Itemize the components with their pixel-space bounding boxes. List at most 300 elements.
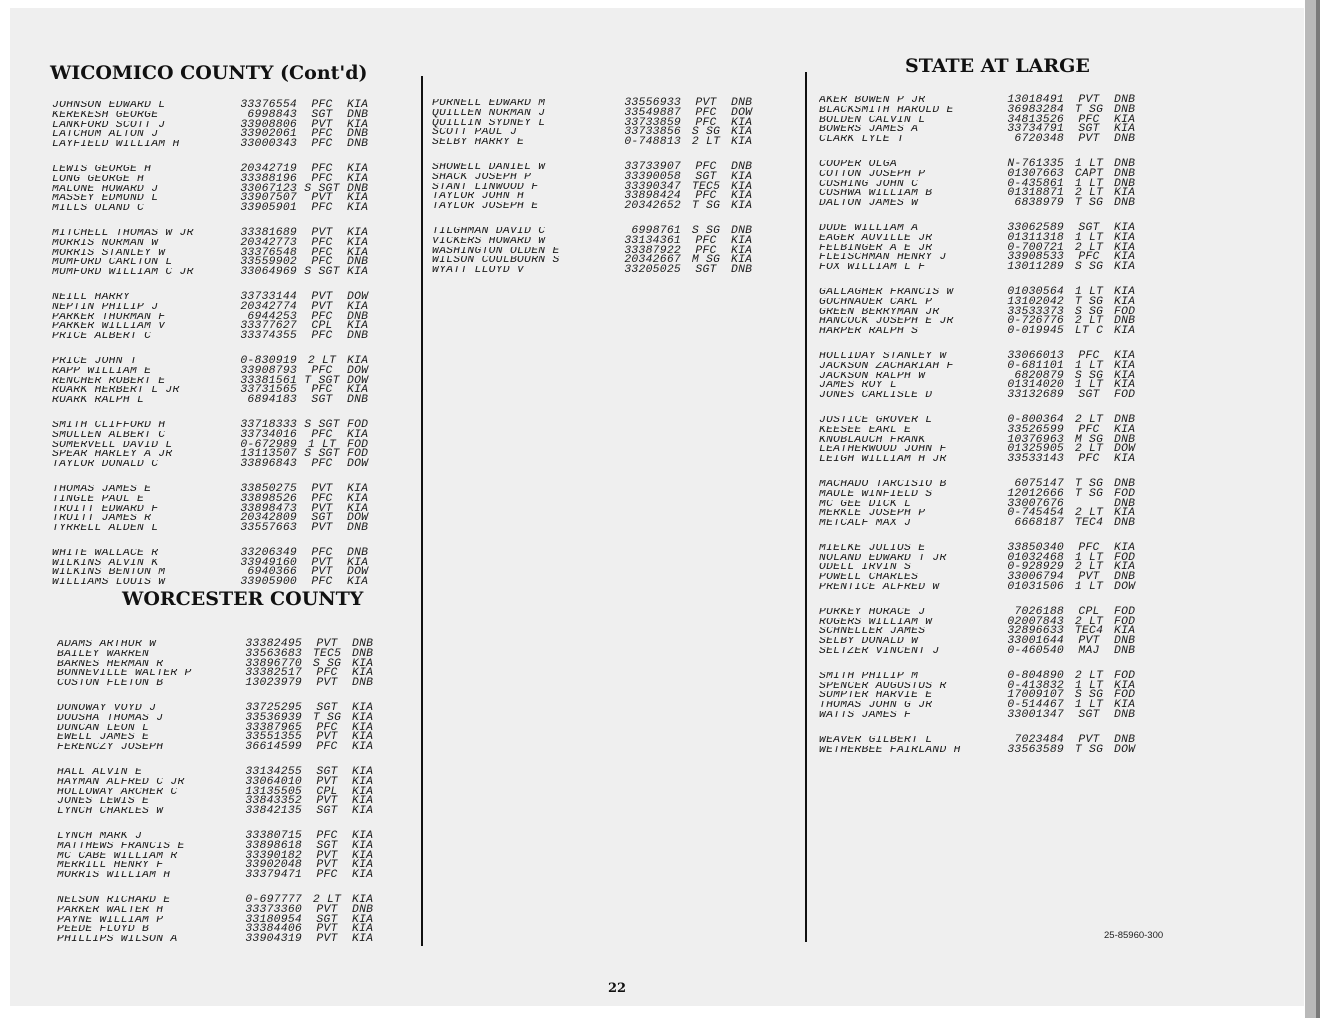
roster-row <box>819 113 1158 126</box>
casualty-status: DOW <box>347 458 369 471</box>
casualty-name: WETHERBEE FAIRLAND H <box>819 745 961 756</box>
roster-row <box>52 374 395 387</box>
casualty-name: QUILLIN SYDNEY L <box>432 118 546 129</box>
serial-number: 36983284 <box>1007 103 1064 116</box>
casualty-name: BAILEY WARREN <box>57 649 150 660</box>
serial-number: 17009107 <box>1007 689 1064 702</box>
roster-row <box>52 514 395 524</box>
casualty-status: KIA <box>352 839 374 852</box>
entry-group <box>819 541 1158 594</box>
rank: PVT <box>316 859 338 872</box>
rank: PVT <box>311 226 333 239</box>
casualty-status: KIA <box>1114 241 1136 254</box>
casualty-status: KIA <box>347 320 369 333</box>
rank: 1 LT <box>1074 379 1104 392</box>
roster-row <box>432 170 779 183</box>
roster-row <box>819 199 1158 209</box>
state-at-large-roster <box>819 96 1158 770</box>
entry-group <box>52 101 395 150</box>
roster-row <box>52 226 395 239</box>
casualty-status: KIA <box>352 711 374 724</box>
rank: T SGT <box>304 374 340 387</box>
rank: PVT <box>1078 733 1100 746</box>
casualty-status: KIA <box>1114 325 1136 338</box>
casualty-status: KIA <box>731 190 753 203</box>
rank: S SG <box>312 657 342 670</box>
roster-row <box>57 849 400 862</box>
page-edge-dark <box>1316 0 1320 1018</box>
serial-number: 33902048 <box>245 859 302 872</box>
roster-row <box>819 167 1158 180</box>
roster-row <box>52 568 395 578</box>
roster-row <box>819 433 1158 446</box>
roster-row <box>819 691 1158 701</box>
casualty-name: MORRIS STANLEY W <box>52 248 166 259</box>
serial-number: 33533373 <box>1007 305 1064 318</box>
casualty-name: JONES CARLISLE D <box>819 391 933 401</box>
casualty-status: DNB <box>1114 94 1136 106</box>
rank: PFC <box>311 384 333 397</box>
casualty-status: KIA <box>352 657 374 670</box>
roster-row <box>819 541 1158 554</box>
casualty-status: KIA <box>347 576 369 589</box>
casualty-status: KIA <box>352 893 374 906</box>
entry-group <box>819 605 1158 658</box>
rank: PVT <box>311 566 333 579</box>
rank: M SG <box>691 254 721 267</box>
entry-group <box>819 413 1158 466</box>
rank: S SGT <box>304 266 340 279</box>
casualty-name: GREEN BERRYMAN JR <box>819 307 940 318</box>
serial-number: 33376548 <box>240 246 297 259</box>
serial-number: N-761335 <box>1007 157 1064 170</box>
rank: PFC <box>311 202 333 215</box>
casualty-status: DNB <box>1114 167 1136 180</box>
serial-number: 33387965 <box>245 721 302 734</box>
serial-number: 0-019945 <box>1007 325 1064 338</box>
casualty-status: FOD <box>1114 605 1136 618</box>
roster-row <box>52 418 395 431</box>
casualty-name: WILLIAMS LOUIS W <box>52 578 166 589</box>
casualty-status: KIA <box>731 126 753 139</box>
casualty-name: PARKER WALTER H <box>57 905 164 916</box>
entry-group <box>819 96 1158 145</box>
casualty-name: HANCOCK JOSEPH E JR <box>819 317 954 328</box>
casualty-name: WATTS JAMES F <box>819 711 912 721</box>
serial-number: 33908793 <box>240 364 297 377</box>
serial-number: 02007843 <box>1007 615 1064 628</box>
roster-row <box>52 396 395 406</box>
serial-number: 33000343 <box>240 138 297 151</box>
casualty-status: KIA <box>347 162 369 175</box>
casualty-name: NEILL HARRY <box>52 292 130 303</box>
rank: 1 LT <box>1074 551 1104 564</box>
casualty-name: DALTON JAMES W <box>819 199 919 209</box>
rank: S SG <box>1074 305 1104 318</box>
casualty-name: JUSTICE GROVER L <box>819 415 933 426</box>
serial-number: 20342719 <box>240 162 297 175</box>
serial-number: 33526599 <box>1007 423 1064 436</box>
serial-number: 33563589 <box>1007 743 1064 756</box>
casualty-status: KIA <box>347 266 369 279</box>
casualty-status: KIA <box>1114 561 1136 574</box>
rank: 1 LT <box>1074 581 1104 594</box>
roster-row <box>819 679 1158 692</box>
casualty-status: KIA <box>731 136 753 149</box>
serial-number: 33377627 <box>240 320 297 333</box>
rank: 1 LT <box>1074 359 1104 372</box>
casualty-name: CUSHWA WILLIAM B <box>819 189 933 200</box>
serial-number: 33381689 <box>240 226 297 239</box>
roster-row <box>57 647 400 660</box>
roster-row <box>57 679 400 689</box>
rank: PFC <box>695 160 717 173</box>
roster-row <box>57 925 400 935</box>
serial-number: 6940366 <box>247 566 297 579</box>
casualty-status: KIA <box>731 116 753 129</box>
casualty-status: FOD <box>347 438 369 451</box>
casualty-name: HOLLIDAY STANLEY W <box>819 351 947 362</box>
rank: TEC5 <box>691 180 721 193</box>
rank: PVT <box>311 556 333 569</box>
casualty-status: DOW <box>347 512 369 525</box>
rank: 2 LT <box>1074 187 1104 200</box>
casualty-status: DNB <box>352 903 374 916</box>
serial-number: 0-697777 <box>245 893 302 906</box>
casualty-status: DNB <box>347 394 369 407</box>
casualty-status: KIA <box>347 354 369 367</box>
casualty-status: FOD <box>1114 615 1136 628</box>
casualty-name: BARNES HERMAN R <box>57 659 164 670</box>
serial-number: 0-514467 <box>1007 699 1064 712</box>
casualty-name: WYATT LLOYD V <box>432 266 525 276</box>
casualty-status: DNB <box>347 138 369 151</box>
rank: PVT <box>1078 635 1100 648</box>
roster-row <box>819 669 1158 682</box>
serial-number: 13135505 <box>245 785 302 798</box>
roster-row <box>52 364 395 377</box>
rank: 1 LT <box>1074 679 1104 692</box>
serial-number: 0-700721 <box>1007 241 1064 254</box>
casualty-status: KIA <box>731 254 753 267</box>
casualty-name: JACKSON ZACHARIAH F <box>819 361 954 372</box>
serial-number: 33206349 <box>240 546 297 559</box>
roster-row <box>819 615 1158 628</box>
casualty-name: TRUITT JAMES R <box>52 514 152 525</box>
casualty-name: MAULE WINFIELD S <box>819 489 933 500</box>
serial-number: 10376963 <box>1007 433 1064 446</box>
casualty-name: SMITH PHILIP M <box>819 671 919 682</box>
rank: SGT <box>316 839 338 852</box>
casualty-status: KIA <box>352 829 374 842</box>
entry-group <box>52 482 395 535</box>
casualty-status: DNB <box>1114 157 1136 170</box>
casualty-name: PRICE ALBERT C <box>52 332 152 342</box>
roster-row <box>819 743 1158 756</box>
casualty-name: HARPER RALPH S <box>819 327 919 337</box>
serial-number: 0-928929 <box>1007 561 1064 574</box>
serial-number: 33843352 <box>245 795 302 808</box>
roster-row <box>819 455 1158 465</box>
casualty-name: RAPP WILLIAM E <box>52 366 152 377</box>
rank: SGT <box>695 264 717 277</box>
entry-group <box>819 477 1158 530</box>
roster-row <box>819 647 1158 657</box>
rank: PVT <box>316 849 338 862</box>
roster-row <box>819 125 1158 135</box>
roster-row <box>52 300 395 313</box>
rank: T SG <box>312 711 342 724</box>
roster-row <box>57 871 400 881</box>
serial-number: 33380715 <box>245 829 302 842</box>
casualty-status: DNB <box>347 182 369 195</box>
serial-number: 33733859 <box>624 116 681 129</box>
roster-row <box>432 99 779 109</box>
serial-number: 6720348 <box>1014 133 1064 146</box>
casualty-status: KIA <box>352 775 374 788</box>
roster-row <box>52 460 395 470</box>
casualty-name: GOCHNAUER CARL P <box>819 297 933 308</box>
serial-number: 01314020 <box>1007 379 1064 392</box>
serial-number: 33908533 <box>1007 251 1064 264</box>
serial-number: 33905900 <box>240 576 297 589</box>
casualty-name: LEIGH WILLIAM H JR <box>819 455 947 465</box>
rank: PVT <box>316 923 338 936</box>
casualty-name: MUMFORD CARLTON L <box>52 258 173 269</box>
rank: SGT <box>316 701 338 714</box>
rank: SGT <box>316 765 338 778</box>
casualty-status: DNB <box>1114 635 1136 648</box>
casualty-status: KIA <box>1114 221 1136 234</box>
serial-number: 33374355 <box>240 330 297 343</box>
casualty-name: FLEISCHMAN HENRY J <box>819 253 947 264</box>
roster-row <box>819 263 1158 273</box>
roster-row <box>52 332 395 342</box>
document-code: 25-85960-300 <box>1104 930 1164 941</box>
serial-number: 0-672989 <box>240 438 297 451</box>
casualty-status: KIA <box>352 701 374 714</box>
casualty-status: KIA <box>352 765 374 778</box>
rank: 2 LT <box>691 136 721 149</box>
roster-row <box>52 130 395 140</box>
roster-row <box>819 177 1158 190</box>
roster-row <box>57 861 400 871</box>
rank: SGT <box>1078 123 1100 136</box>
roster-row <box>52 246 395 259</box>
rank: 2 LT <box>1074 413 1104 426</box>
column-divider-right <box>805 72 807 942</box>
casualty-name: SCHNELLER JAMES <box>819 627 926 638</box>
casualty-status: KIA <box>352 913 374 926</box>
casualty-name: ODELL IRVIN S <box>819 563 912 574</box>
roster-row <box>57 711 400 724</box>
rank: PVT <box>316 677 338 690</box>
casualty-name: SPEAR HARLEY A JR <box>52 450 173 461</box>
serial-number: 13113507 <box>240 448 297 461</box>
casualty-status: KIA <box>1114 507 1136 520</box>
rank: PFC <box>311 236 333 249</box>
casualty-status: FOD <box>1114 689 1136 702</box>
roster-row <box>819 305 1158 318</box>
roster-row <box>819 637 1158 647</box>
rank: CPL <box>1078 605 1100 618</box>
roster-row <box>52 492 395 505</box>
serial-number: 33006794 <box>1007 571 1064 584</box>
roster-row <box>52 546 395 559</box>
roster-row <box>52 108 395 121</box>
serial-number: 33373360 <box>245 903 302 916</box>
serial-number: 33898473 <box>240 502 297 515</box>
casualty-name: COOPER OLGA <box>819 159 897 170</box>
casualty-status: KIA <box>731 200 753 213</box>
roster-row <box>819 519 1158 529</box>
casualty-name: LATCHUM ALTON J <box>52 130 159 141</box>
casualty-status: KIA <box>347 482 369 495</box>
roster-row <box>52 428 395 441</box>
roster-row <box>819 423 1158 436</box>
casualty-name: MUMFORD WILLIAM C JR <box>52 268 194 278</box>
entry-group <box>432 224 779 277</box>
serial-number: 6944253 <box>247 310 297 323</box>
casualty-status: DNB <box>352 677 374 690</box>
roster-row <box>819 253 1158 263</box>
rank: PFC <box>1078 113 1100 126</box>
casualty-name: QUILLEN NORMAN J <box>432 108 546 119</box>
casualty-status: DNB <box>347 256 369 269</box>
serial-number: 33132689 <box>1007 389 1064 402</box>
serial-number: 33733856 <box>624 126 681 139</box>
serial-number: 33898526 <box>240 492 297 505</box>
rank: CAPT <box>1074 167 1104 180</box>
casualty-status: DNB <box>352 647 374 660</box>
casualty-status: KIA <box>347 300 369 313</box>
casualty-status: KIA <box>1114 231 1136 244</box>
serial-number: 33064969 <box>240 266 297 279</box>
casualty-status: DNB <box>1114 103 1136 116</box>
casualty-name: JACKSON RALPH W <box>819 371 926 382</box>
casualty-name: COSTON FLETON B <box>57 679 164 689</box>
casualty-status: KIA <box>352 869 374 882</box>
serial-number: 20342809 <box>240 512 297 525</box>
casualty-name: PAYNE WILLIAM P <box>57 915 164 926</box>
rank: PVT <box>311 502 333 515</box>
casualty-name: LANKFORD SCOTT J <box>52 120 166 131</box>
serial-number: 33134255 <box>245 765 302 778</box>
serial-number: 33205025 <box>624 264 681 277</box>
serial-number: 13011289 <box>1007 261 1064 274</box>
serial-number: 33384406 <box>245 923 302 936</box>
casualty-name: BONNEVILLE WALTER P <box>57 669 192 680</box>
casualty-status: FOD <box>347 448 369 461</box>
casualty-status: KIA <box>1114 261 1136 274</box>
state-at-large-heading: STATE AT LARGE <box>905 55 1090 77</box>
casualty-status: FOD <box>1114 551 1136 564</box>
casualty-name: HALL ALVIN E <box>57 767 143 778</box>
serial-number: 33898424 <box>624 190 681 203</box>
casualty-name: STANT LINWOOD F <box>432 182 539 193</box>
serial-number: 0-804890 <box>1007 669 1064 682</box>
roster-row <box>819 477 1158 490</box>
casualty-status: KIA <box>731 234 753 247</box>
rank: T SG <box>1074 477 1104 490</box>
rank: PFC <box>1078 541 1100 554</box>
casualty-name: CUSHING JOHN C <box>819 179 919 190</box>
casualty-name: NELSON RICHARD E <box>57 895 171 906</box>
rank: CPL <box>311 320 333 333</box>
serial-number: 0-748813 <box>624 136 681 149</box>
casualty-status: KIA <box>1114 251 1136 264</box>
entry-group <box>819 349 1158 402</box>
casualty-name: BOWERS JAMES A <box>819 125 919 136</box>
serial-number: 0-726776 <box>1007 315 1064 328</box>
roster-row <box>52 118 395 131</box>
serial-number: 33533143 <box>1007 453 1064 466</box>
rank: PVT <box>311 482 333 495</box>
casualty-name: PRENTICE ALFRED W <box>819 583 940 593</box>
roster-row <box>52 172 395 185</box>
serial-number: 33898618 <box>245 839 302 852</box>
roster-row <box>819 551 1158 564</box>
casualty-name: TAYLOR JOHN H <box>432 192 525 203</box>
casualty-name: LAYFIELD WILLIAM H <box>52 140 180 150</box>
rank: PFC <box>311 428 333 441</box>
casualty-status: KIA <box>347 202 369 215</box>
casualty-name: BLACKSMITH HAROLD E <box>819 105 954 116</box>
wicomico-county-heading: WICOMICO COUNTY (Cont'd) <box>50 62 368 84</box>
casualty-name: JOHNSON EDWARD L <box>52 101 166 111</box>
roster-row <box>819 487 1158 500</box>
casualty-name: JONES LEWIS E <box>57 797 150 808</box>
rank: PVT <box>311 290 333 303</box>
serial-number: 33390058 <box>624 170 681 183</box>
rank: 2 LT <box>1074 669 1104 682</box>
serial-number: 6998843 <box>247 108 297 121</box>
rank: SGT <box>1078 389 1100 402</box>
roster-row <box>52 140 395 150</box>
serial-number: 01307663 <box>1007 167 1064 180</box>
casualty-status: DOW <box>731 106 753 119</box>
casualty-name: MC CABE WILLIAM R <box>57 851 178 862</box>
casualty-status: DNB <box>1114 477 1136 490</box>
casualty-status: KIA <box>352 795 374 808</box>
casualty-status: KIA <box>347 556 369 569</box>
casualty-name: WILSON COULBOURN S <box>432 256 560 267</box>
casualty-status: KIA <box>352 923 374 936</box>
casualty-name: KNOBLAUCH FRANK <box>819 435 926 446</box>
rank: PFC <box>311 364 333 377</box>
casualty-name: MERKLE JOSEPH P <box>819 509 926 520</box>
rank: 1 LT <box>1074 699 1104 712</box>
casualty-name: HOLLOWAY ARCHER C <box>57 787 178 798</box>
roster-row <box>819 295 1158 308</box>
serial-number: 13023979 <box>245 677 302 690</box>
casualty-status: DNB <box>1114 133 1136 146</box>
roster-row <box>819 391 1158 401</box>
serial-number: 33001347 <box>1007 709 1064 722</box>
casualty-name: AKER BOWEN P JR <box>819 96 926 106</box>
serial-number: 01325905 <box>1007 443 1064 456</box>
casualty-status: KIA <box>1114 113 1136 126</box>
casualty-name: BOLDEN CALVIN L <box>819 115 926 126</box>
rank: PVT <box>311 522 333 535</box>
serial-number: 33387922 <box>624 244 681 257</box>
roster-row <box>432 192 779 202</box>
serial-number: 33067123 <box>240 182 297 195</box>
roster-row <box>57 785 400 798</box>
casualty-name: SHOWELL DANIEL W <box>432 162 546 173</box>
casualty-status: KIA <box>1114 187 1136 200</box>
casualty-name: PARKER WILLIAM V <box>52 322 166 333</box>
